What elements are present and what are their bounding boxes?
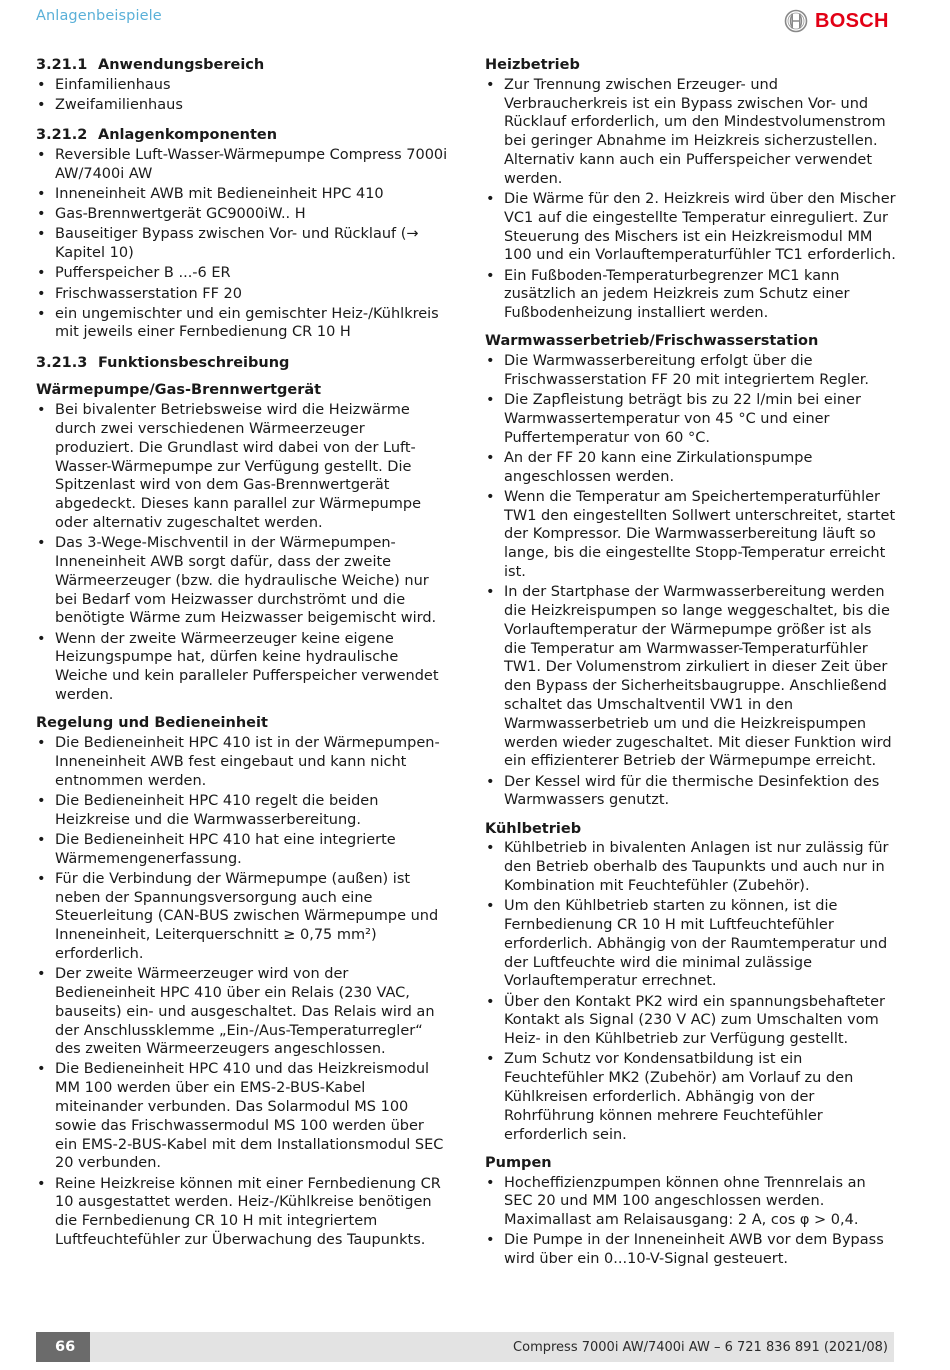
brand-name: BOSCH xyxy=(815,9,889,32)
list-item: • Die Bedieneinheit HPC 410 hat eine integrierte Wärmemengenerfassung. xyxy=(36,831,448,869)
page-footer xyxy=(36,1332,894,1362)
list-item: • Die Pumpe in der Inneneinheit AWB vor dem Bypass wird über ein 0...10-V-Signal gesteuert. xyxy=(485,1231,897,1269)
list-item: • Die Bedieneinheit HPC 410 ist in der Wärmepumpen-Inneneinheit AWB fest eingebaut und kann nicht entnommen werden. xyxy=(36,734,448,790)
list-item: • Reine Heizkreise können mit einer Fernbedienung CR 10 ausgestattet werden. Heiz-/Kühlkreise benötigen die Fernbedienung CR 10 H mit integriertem Luftfeuchtefühler zur Überwachung des Taupunkts. xyxy=(36,1175,448,1250)
subsection-heading: Regelung und Bedieneinheit xyxy=(36,715,268,732)
list-item: • Hocheffizienzpumpen können ohne Trennrelais an SEC 20 und MM 100 angeschlossen werden. Maximallast am Relaisausgang: 2 A, cos φ > 0,4. xyxy=(485,1174,897,1230)
list-item: • Zum Schutz vor Kondensatbildung ist ein Feuchtefühler MK2 (Zubehör) am Vorlauf zu den Kühlkreisen erforderlich. Abhängig von der Rohrführung können mehrere Feuchtefühler erforderlich sein. xyxy=(485,1050,897,1144)
bullet-list xyxy=(485,839,897,1144)
bullet-list xyxy=(485,1174,897,1269)
list-item: • Für die Verbindung der Wärmepumpe (außen) ist neben der Spannungsversorgung auch eine Steuerleitung (CAN-BUS zwischen Wärmepumpe und Inneneinheit, Leiterquerschnitt ≥ 0,75 mm²) erforderlich. xyxy=(36,870,448,964)
section-heading: 3.21.3 Funktionsbeschreibung xyxy=(36,354,290,371)
list-item: • Zur Trennung zwischen Erzeuger- und Verbraucherkreis ist ein Bypass zwischen Vor- und Rücklauf erforderlich, um den Mindestvolumenstrom bei geringer Abnahme im Heizkreis sicherzustellen. Alternativ kann auch ein Pufferspeicher verwendet werden. xyxy=(485,76,897,189)
list-item: • Das 3-Wege-Mischventil in der Wärmepumpen-Inneneinheit AWB sorgt dafür, dass der zweite Wärmeerzeuger (bzw. die hydraulische Weiche) nur bei Bedarf vom Heizwasser durchströmt und die benötigte Wärme zum Heizwasser beigemischt wird. xyxy=(36,534,448,628)
list-item: • Wenn die Temperatur am Speichertemperaturfühler TW1 den eingestellten Sollwert unterschreitet, startet der Kompressor. Die Warmwasserbereitung läuft so lange, bis die eingestellte Stopp-Temperatur erreicht ist. xyxy=(485,488,897,582)
list-item: • Die Bedieneinheit HPC 410 und das Heizkreismodul MM 100 werden über ein EMS-2-BUS-Kabel miteinander verbunden. Das Solarmodul MS 100 sowie das Frischwassermodul MS 100 werden über ein EMS-2-BUS-Kabel mit dem Installationsmodul SEC 20 verbunden. xyxy=(36,1060,448,1173)
subsection-heading: Pumpen xyxy=(485,1154,552,1171)
brand-logo xyxy=(784,8,889,34)
page-number: 66 xyxy=(36,1332,90,1362)
document-reference: Compress 7000i AW/7400i AW – 6 721 836 891 (2021/08) xyxy=(513,1339,888,1355)
list-item: • Die Wärme für den 2. Heizkreis wird über den Mischer VC1 auf die eingestellte Temperatur einreguliert. Zur Steuerung des Mischers ist ein Heizkreismodul MM 100 und ein Vorlauftemperaturfühler TC1 erforderlich. xyxy=(485,190,897,265)
list-item: • Wenn der zweite Wärmeerzeuger keine eigene Heizungspumpe hat, dürfen keine hydraulische Weiche und kein paralleler Pufferspeicher verwendet werden. xyxy=(36,630,448,705)
bullet-list xyxy=(36,76,448,115)
list-item: • Gas-Brennwertgerät GC9000iW.. H xyxy=(36,205,448,224)
list-item: • Bei bivalenter Betriebsweise wird die Heizwärme durch zwei verschiedenen Wärmeerzeuger produziert. Die Grundlast wird dabei von der Luft-Wasser-Wärmepumpe zur Verfügung gestellt. Die Spitzenlast wird von dem Gas-Brennwertgerät abgedeckt. Dieses kann parallel zur Wärmepumpe oder alternativ zugeschaltet werden. xyxy=(36,401,448,533)
list-item: • Ein Fußboden-Temperaturbegrenzer MC1 kann zusätzlich an jedem Heizkreis zum Schutz einer Fußbodenheizung installiert werden. xyxy=(485,267,897,323)
bullet-list xyxy=(485,352,897,810)
list-item: • Bauseitiger Bypass zwischen Vor- und Rücklauf (→ Kapitel 10) xyxy=(36,225,448,263)
list-item: • Der zweite Wärmeerzeuger wird von der Bedieneinheit HPC 410 über ein Relais (230 VAC, bauseits) ein- und ausgeschaltet. Das Relais wird an der Anschlussklemme „Ein-/Aus-Temperaturregler“ des zweiten Wärmeerzeugers angeschlossen. xyxy=(36,965,448,1059)
list-item: • Die Warmwasserbereitung erfolgt über die Frischwasserstation FF 20 mit integriertem Regler. xyxy=(485,352,897,390)
right-column xyxy=(485,56,897,1270)
running-header: Anlagenbeispiele xyxy=(36,8,162,24)
list-item: • Die Bedieneinheit HPC 410 regelt die beiden Heizkreise und die Warmwasserbereitung. xyxy=(36,792,448,830)
list-item: • Einfamilienhaus xyxy=(36,76,448,95)
list-item: • Reversible Luft-Wasser-Wärmepumpe Compress 7000i AW/7400i AW xyxy=(36,146,448,184)
bullet-list xyxy=(36,146,448,342)
subsection-heading: Warmwasserbetrieb/Frischwasserstation xyxy=(485,333,819,350)
left-column xyxy=(36,56,448,1251)
list-item: • Pufferspeicher B ...-6 ER xyxy=(36,264,448,283)
subsection-heading: Kühlbetrieb xyxy=(485,820,582,837)
list-item: • ein ungemischter und ein gemischter Heiz-/Kühlkreis mit jeweils einer Fernbedienung CR 10 H xyxy=(36,305,448,343)
list-item: • Die Zapfleistung beträgt bis zu 22 l/min bei einer Warmwassertemperatur von 45 °C und einer Puffertemperatur von 60 °C. xyxy=(485,391,897,447)
list-item: • Inneneinheit AWB mit Bedieneinheit HPC 410 xyxy=(36,185,448,204)
bullet-list xyxy=(36,734,448,1250)
bullet-list xyxy=(485,76,897,323)
list-item: • Frischwasserstation FF 20 xyxy=(36,285,448,304)
list-item: • An der FF 20 kann eine Zirkulationspumpe angeschlossen werden. xyxy=(485,449,897,487)
list-item: • Kühlbetrieb in bivalenten Anlagen ist nur zulässig für den Betrieb oberhalb des Taupunkts und auch nur in Kombination mit Feuchtefühler (Zubehör). xyxy=(485,839,897,895)
list-item: • Zweifamilienhaus xyxy=(36,96,448,115)
bullet-list xyxy=(36,401,448,705)
subsection-heading: Heizbetrieb xyxy=(485,57,580,73)
subsection-heading: Wärmepumpe/Gas-Brennwertgerät xyxy=(36,382,322,399)
section-heading: 3.21.2 Anlagenkomponenten xyxy=(36,127,278,144)
list-item: • Über den Kontakt PK2 wird ein spannungsbehafteter Kontakt als Signal (230 V AC) zum Umschalten vom Heiz- in den Kühlbetrieb zur Verfügung gestellt. xyxy=(485,993,897,1049)
list-item: • In der Startphase der Warmwasserbereitung werden die Heizkreispumpen so lange weggeschaltet, bis die Vorlauftemperatur der Wärmepumpe größer ist als die Temperatur am Warmwasser-Temperaturfühler TW1. Der Volumenstrom zirkuliert in dieser Zeit über den Bypass der Sicherheitsbaugruppe. Anschließend schaltet das Umschaltventil VW1 in den Warmwasserbetrieb um und die Heizkreispumpen werden wieder zugeschaltet. Mit dieser Funktion wird ein effizienterer Betrieb der Wärmepumpe erreicht. xyxy=(485,583,897,771)
list-item: • Der Kessel wird für die thermische Desinfektion des Warmwassers genutzt. xyxy=(485,773,897,811)
list-item: • Um den Kühlbetrieb starten zu können, ist die Fernbedienung CR 10 H mit Luftfeuchtefühler erforderlich. Abhängig von der Raumtemperatur und der Luftfeuchte wird die minimal zulässige Vorlauftemperatur errechnet. xyxy=(485,897,897,991)
bosch-armature-icon xyxy=(784,9,808,33)
section-heading: 3.21.1 Anwendungsbereich xyxy=(36,57,265,73)
